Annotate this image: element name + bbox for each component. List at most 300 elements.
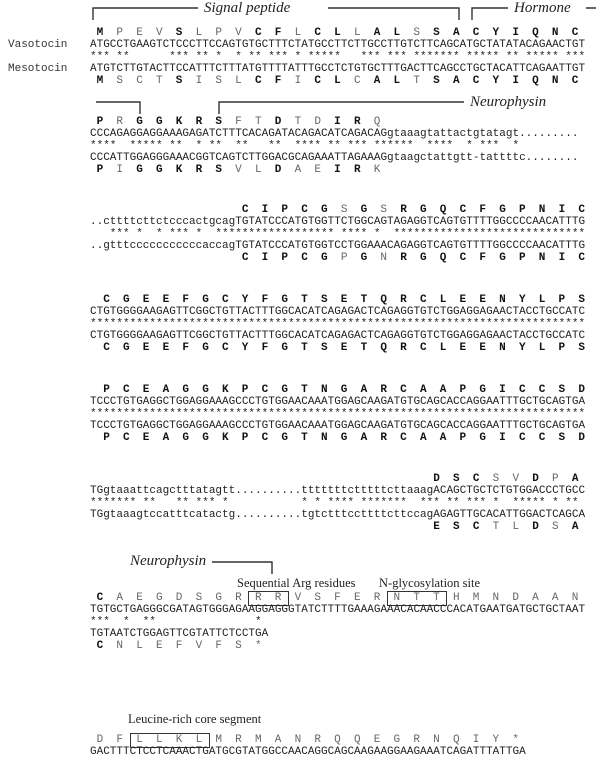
- amino-acid: G: [281, 384, 288, 396]
- amino-acid: I: [512, 75, 519, 87]
- amino-acid: P: [459, 432, 467, 444]
- vasotocin-aa-row: [90, 592, 585, 604]
- amino-acid: G: [155, 164, 163, 176]
- amino-acid: T: [301, 342, 308, 354]
- amino-acid: D: [274, 116, 282, 128]
- vasotocin-nt-row: TCCCTGTGAGGCTGGAGGAAAGCCCTGTGGAACAAATGGAGCAAGATGTGCAGCACCAGGAATTTGCTGCAGTGA: [90, 396, 586, 408]
- amino-acid: Q: [532, 27, 539, 39]
- amino-acid: A: [571, 473, 579, 485]
- amino-acid: V: [195, 640, 203, 652]
- amino-acid: R: [373, 592, 381, 604]
- amino-acid: G: [155, 592, 163, 604]
- amino-acid: Q: [532, 75, 539, 87]
- amino-acid: L: [393, 75, 401, 87]
- amino-acid: K: [175, 164, 183, 176]
- amino-acid: E: [353, 592, 361, 604]
- amino-acid: E: [142, 294, 150, 306]
- amino-acid: E: [459, 294, 467, 306]
- amino-acid: G: [340, 432, 348, 444]
- amino-acid: F: [274, 75, 282, 87]
- amino-acid: S: [215, 116, 222, 128]
- mesotocin-label: Mesotocin: [8, 63, 68, 75]
- amino-acid: P: [558, 294, 566, 306]
- amino-acid: D: [512, 592, 519, 604]
- amino-acid: Y: [492, 27, 500, 39]
- amino-acid: F: [274, 27, 282, 39]
- amino-acid: R: [195, 116, 203, 128]
- identity-stars-row: ***************************************************************************: [90, 318, 586, 330]
- amino-acid: E: [155, 640, 163, 652]
- amino-acid: K: [175, 734, 183, 746]
- amino-acid: C: [472, 473, 480, 485]
- vasotocin-aa-row: [90, 204, 592, 216]
- amino-acid: L: [334, 75, 341, 87]
- amino-acid: C: [472, 27, 480, 39]
- amino-acid: R: [254, 592, 262, 604]
- amino-acid: S: [320, 342, 328, 354]
- amino-acid: L: [235, 75, 242, 87]
- amino-acid: C: [538, 432, 546, 444]
- amino-acid: P: [459, 384, 467, 396]
- amino-acid: P: [518, 252, 526, 264]
- amino-acid: C: [518, 432, 526, 444]
- mesotocin-aa-row: [90, 432, 592, 444]
- amino-acid: P: [96, 116, 104, 128]
- amino-acid: G: [281, 294, 288, 306]
- identity-stars-row: *** ** *** ** * * ** *** * ***** *** *** ******* ***** ** ***** ***: [90, 51, 586, 63]
- amino-acid: G: [202, 384, 209, 396]
- amino-acid: S: [453, 521, 460, 533]
- amino-acid: E: [162, 294, 170, 306]
- mesotocin-aa-row: [90, 640, 268, 652]
- amino-acid: F: [215, 640, 222, 652]
- amino-acid: R: [116, 116, 123, 128]
- amino-acid: A: [439, 384, 447, 396]
- amino-acid: R: [380, 432, 387, 444]
- amino-acid: T: [413, 75, 420, 87]
- amino-acid: F: [182, 342, 189, 354]
- amino-acid: G: [136, 164, 143, 176]
- amino-acid: R: [274, 592, 282, 604]
- amino-acid: L: [512, 521, 520, 533]
- amino-acid: D: [96, 734, 104, 746]
- amino-acid: R: [353, 164, 361, 176]
- amino-acid: V: [155, 27, 163, 39]
- amino-acid: C: [241, 252, 249, 264]
- amino-acid: S: [433, 27, 440, 39]
- amino-acid: R: [235, 592, 242, 604]
- vasotocin-aa-row: [90, 294, 592, 306]
- amino-acid: D: [532, 473, 539, 485]
- vasotocin-aa-row: [90, 384, 592, 396]
- amino-acid: G: [340, 384, 348, 396]
- amino-acid: A: [116, 592, 123, 604]
- amino-acid: F: [334, 592, 341, 604]
- amino-acid: S: [380, 204, 388, 216]
- amino-acid: E: [459, 342, 467, 354]
- mesotocin-aa-row: [90, 75, 585, 87]
- vasotocin-nt-row: TGgtaaattcagctttatagtt..........tttttttctttttcttaaagACAGCTGCTCTGTGGACCCTGCC: [90, 485, 586, 497]
- amino-acid: A: [551, 592, 559, 604]
- amino-acid: L: [334, 27, 341, 39]
- amino-acid: G: [321, 252, 328, 264]
- amino-acid: S: [215, 164, 222, 176]
- amino-acid: S: [235, 640, 242, 652]
- amino-acid: R: [400, 252, 407, 264]
- amino-acid: T: [254, 116, 262, 128]
- amino-acid: C: [123, 384, 130, 396]
- amino-acid: P: [103, 432, 110, 444]
- amino-acid: N: [571, 592, 579, 604]
- amino-acid: L: [155, 734, 163, 746]
- neurophysin-label: Neurophysin: [470, 94, 547, 110]
- amino-acid: S: [413, 27, 420, 39]
- amino-acid: K: [175, 116, 183, 128]
- amino-acid: R: [380, 384, 387, 396]
- amino-acid: E: [340, 294, 348, 306]
- amino-acid: G: [202, 294, 209, 306]
- amino-acid: S: [492, 473, 500, 485]
- amino-acid: I: [294, 75, 302, 87]
- amino-acid: Y: [518, 294, 526, 306]
- amino-acid: G: [215, 592, 222, 604]
- amino-acid: G: [136, 116, 143, 128]
- amino-acid: F: [261, 342, 269, 354]
- amino-acid: C: [400, 384, 407, 396]
- amino-acid: T: [413, 592, 420, 604]
- amino-acid: G: [202, 342, 209, 354]
- amino-acid: S: [116, 75, 123, 87]
- mesotocin-nt-row: TGTAATCTGGAGTTCGTATTCTCCTGA: [90, 628, 269, 640]
- amino-acid: Y: [492, 75, 500, 87]
- mesotocin-aa-row: [90, 342, 592, 354]
- amino-acid: G: [182, 432, 189, 444]
- amino-acid: P: [116, 27, 123, 39]
- amino-acid: S: [195, 592, 203, 604]
- identity-stars-row: **** ***** ** * ** ** ** **** ** *** ****** **** * *** *: [90, 140, 579, 152]
- amino-acid: C: [314, 75, 321, 87]
- amino-acid: P: [241, 432, 249, 444]
- amino-acid: F: [479, 204, 486, 216]
- amino-acid: E: [314, 164, 321, 176]
- amino-acid: A: [419, 384, 427, 396]
- prohormone-cleavage-bracket: [96, 102, 140, 114]
- neurophysin-bracket-end: [212, 562, 272, 574]
- mesotocin-nt-row: CTGTGGGGAAGAGTTCGGCTGTTACTTTGGCACATCAGAGACTCAGAGGTGTCTGGAGGAGAACTACCTGCCATC: [90, 330, 586, 342]
- amino-acid: A: [439, 432, 447, 444]
- amino-acid: Y: [241, 294, 249, 306]
- amino-acid: T: [360, 342, 368, 354]
- amino-acid: S: [175, 27, 183, 39]
- amino-acid: L: [439, 294, 447, 306]
- amino-acid: E: [479, 342, 486, 354]
- amino-acid: I: [558, 252, 566, 264]
- amino-acid: T: [155, 75, 163, 87]
- amino-acid: F: [175, 640, 183, 652]
- sequential-arg-label: Sequential Arg residues: [237, 576, 356, 590]
- amino-acid: R: [314, 734, 321, 746]
- amino-acid: C: [472, 521, 480, 533]
- amino-acid: T: [294, 116, 302, 128]
- amino-acid: I: [261, 204, 269, 216]
- neurophysin-end-label: Neurophysin: [130, 553, 207, 569]
- amino-acid: A: [419, 432, 427, 444]
- amino-acid: F: [261, 294, 269, 306]
- amino-acid: C: [96, 640, 104, 652]
- amino-acid: N: [294, 734, 302, 746]
- amino-acid: G: [321, 204, 328, 216]
- amino-acid: I: [512, 27, 519, 39]
- amino-acid: V: [512, 473, 520, 485]
- amino-acid: G: [123, 294, 130, 306]
- amino-acid: P: [340, 252, 348, 264]
- amino-acid: R: [400, 342, 407, 354]
- amino-acid: P: [281, 204, 289, 216]
- amino-acid: C: [103, 342, 110, 354]
- amino-acid: Q: [439, 252, 447, 264]
- amino-acid: K: [221, 384, 229, 396]
- signal-peptide-label: Signal peptide: [204, 0, 291, 16]
- amino-acid: R: [235, 734, 242, 746]
- amino-acid: I: [261, 252, 269, 264]
- amino-acid: C: [221, 294, 229, 306]
- amino-acid: P: [281, 252, 289, 264]
- mesotocin-aa-row: [90, 252, 592, 264]
- amino-acid: C: [459, 252, 467, 264]
- amino-acid: C: [419, 294, 427, 306]
- amino-acid: S: [552, 521, 559, 533]
- amino-acid: C: [571, 27, 579, 39]
- amino-acid: I: [558, 204, 566, 216]
- amino-acid: F: [235, 116, 242, 128]
- amino-acid: I: [334, 116, 341, 128]
- amino-acid: I: [334, 164, 341, 176]
- amino-acid: A: [360, 384, 368, 396]
- amino-acid: G: [202, 432, 209, 444]
- amino-acid: C: [353, 75, 361, 87]
- amino-acid: N: [551, 75, 559, 87]
- mesotocin-nt-row: TCCCTGTGAGGCTGGAGGAAAGCCCTGTGGAACAAATGGAGCAAGATGTGCAGCACCAGGAATTTGCTGCAGTGA: [90, 420, 586, 432]
- identity-stars-row: *** * * *** * ****************** **** * *****************************: [90, 228, 586, 240]
- amino-acid: S: [558, 432, 566, 444]
- vasotocin-label: Vasotocin: [8, 39, 68, 51]
- amino-acid: E: [479, 294, 486, 306]
- vasotocin-aa-row: [90, 27, 585, 39]
- amino-acid: A: [452, 27, 460, 39]
- amino-acid: C: [578, 204, 585, 216]
- amino-acid: K: [373, 164, 381, 176]
- amino-acid: T: [433, 592, 440, 604]
- amino-acid: C: [578, 252, 585, 264]
- amino-acid: C: [472, 75, 480, 87]
- amino-acid: I: [195, 75, 203, 87]
- amino-acid: C: [518, 384, 526, 396]
- vasotocin-nt-row: CCCAGAGGAGGAAAGAGATCTTTCACAGATACAGACATCAGACAGgtaaagtattactgtatagt.........: [90, 128, 579, 140]
- amino-acid: R: [413, 734, 420, 746]
- amino-acid: P: [558, 342, 566, 354]
- amino-acid: G: [123, 342, 130, 354]
- amino-acid: N: [433, 734, 440, 746]
- amino-acid: P: [96, 164, 104, 176]
- amino-acid: S: [320, 294, 328, 306]
- amino-acid: L: [195, 734, 203, 746]
- amino-acid: E: [142, 432, 150, 444]
- amino-acid: C: [261, 432, 269, 444]
- amino-acid: C: [400, 432, 407, 444]
- amino-acid: N: [116, 640, 123, 652]
- amino-acid: C: [419, 342, 427, 354]
- amino-acid: N: [499, 294, 506, 306]
- amino-acid: G: [499, 204, 506, 216]
- amino-acid: T: [301, 294, 308, 306]
- amino-acid: L: [538, 342, 546, 354]
- amino-acid: R: [400, 294, 407, 306]
- amino-acid: N: [393, 592, 401, 604]
- amino-acid: Q: [439, 204, 447, 216]
- amino-acid: Q: [452, 734, 460, 746]
- amino-acid: G: [281, 432, 288, 444]
- amino-acid: S: [453, 473, 460, 485]
- amino-acid: R: [400, 204, 407, 216]
- amino-acid: L: [254, 164, 262, 176]
- amino-acid: R: [353, 116, 361, 128]
- amino-acid: P: [552, 473, 559, 485]
- amino-acid: I: [472, 734, 480, 746]
- amino-acid: C: [459, 204, 467, 216]
- amino-acid: P: [241, 384, 249, 396]
- identity-stars-row: ***************************************************************************: [90, 408, 586, 420]
- amino-acid: T: [492, 521, 500, 533]
- amino-acid: A: [532, 592, 539, 604]
- amino-acid: Y: [518, 342, 526, 354]
- amino-acid: S: [558, 384, 566, 396]
- amino-acid: C: [301, 204, 308, 216]
- amino-acid: D: [314, 116, 321, 128]
- amino-acid: A: [162, 384, 170, 396]
- leucine-rich-label: Leucine-rich core segment: [128, 712, 262, 726]
- amino-acid: S: [578, 294, 585, 306]
- amino-acid: M: [96, 27, 104, 39]
- stop-codon: *: [254, 640, 262, 652]
- amino-acid: V: [235, 27, 242, 39]
- amino-acid: S: [314, 592, 321, 604]
- amino-acid: M: [96, 75, 104, 87]
- mesotocin-nt-row: TGgtaaagtccatttcatactg..........tgtctttccttttcttccagAGAGTTGCACATTGGACTCAGCA: [90, 509, 586, 521]
- amino-acid: D: [578, 384, 585, 396]
- vasotocin-nt-row: ATGCCTGAAGTCTCCCTTCCAGTGTGCTTTCTATGCCTTCTTGCCTTGTCTTCAGCATGCTATATACAGAACTGT: [90, 39, 586, 51]
- amino-acid: T: [360, 294, 368, 306]
- vasotocin-aa-row: [90, 473, 585, 485]
- amino-acid: S: [433, 75, 440, 87]
- amino-acid: M: [472, 592, 480, 604]
- amino-acid: S: [215, 75, 222, 87]
- amino-acid: P: [215, 27, 222, 39]
- amino-acid: D: [578, 432, 585, 444]
- hormone-label: Hormone: [514, 0, 571, 16]
- amino-acid: C: [261, 384, 269, 396]
- amino-acid: V: [294, 592, 302, 604]
- amino-acid: E: [142, 384, 150, 396]
- amino-acid: M: [215, 734, 222, 746]
- amino-acid: E: [142, 342, 150, 354]
- amino-acid: S: [175, 75, 183, 87]
- amino-acid: A: [373, 75, 381, 87]
- amino-acid: F: [116, 734, 123, 746]
- amino-acid: F: [479, 252, 486, 264]
- amino-acid: Q: [334, 734, 341, 746]
- amino-acid: A: [452, 75, 460, 87]
- mesotocin-nt-row: CCCATTGGAGGGAAACGGTCAGTCTTGGACGCAGAAATTAGAAAGgtaagctattgtt-tattttc........: [90, 152, 579, 164]
- amino-acid: A: [360, 432, 368, 444]
- amino-acid: G: [479, 384, 486, 396]
- amino-acid: E: [162, 342, 170, 354]
- amino-acid: G: [479, 432, 486, 444]
- amino-acid: I: [116, 164, 123, 176]
- amino-acid: Q: [380, 342, 387, 354]
- vasotocin-nt-row: CTGTGGGGAAGAGTTCGGCTGTTACTTTGGCACATCAGAGACTCAGAGGTGTCTGGAGGAGAACTACCTGCCATC: [90, 306, 586, 318]
- amino-acid: A: [274, 734, 282, 746]
- amino-acid: T: [301, 432, 308, 444]
- amino-acid: I: [499, 432, 506, 444]
- amino-acid: G: [393, 734, 401, 746]
- amino-acid: N: [551, 27, 559, 39]
- stop-codon: *: [512, 734, 519, 746]
- amino-acid: D: [433, 473, 440, 485]
- amino-acid: M: [254, 734, 262, 746]
- amino-acid: G: [360, 204, 368, 216]
- mesotocin-nt-row: ATGTCTTGTACTTCCATTTCTTTATGTTTTATTTGCCTCTGTGCTTTGACTTCAGCCTGCTACATTCAGAATTGT: [90, 63, 586, 75]
- amino-acid: C: [241, 204, 249, 216]
- amino-acid: Y: [241, 342, 249, 354]
- amino-acid: S: [340, 204, 348, 216]
- amino-acid: F: [182, 294, 189, 306]
- amino-acid: V: [235, 164, 242, 176]
- amino-acid: G: [155, 116, 163, 128]
- identity-stars-row: ******* ** ** *** * * * **** ******* *** ** *** * ***** * **: [90, 497, 586, 509]
- vasotocin-nt-row: ..cttttcttctcccactgcagTGTATCCCATGTGGTTCTGGCAGTAGAGGTCAGTGTTTTGGCCCCAACATTTG: [90, 216, 586, 228]
- amino-acid: C: [96, 592, 104, 604]
- amino-acid: R: [195, 164, 203, 176]
- amino-acid: C: [123, 432, 130, 444]
- amino-acid: Q: [353, 734, 361, 746]
- amino-acid: C: [314, 27, 321, 39]
- mesotocin-aa-row: [90, 521, 585, 533]
- amino-acid: G: [281, 342, 288, 354]
- amino-acid: G: [182, 384, 189, 396]
- amino-acid: G: [420, 204, 427, 216]
- amino-acid: L: [439, 342, 447, 354]
- mesotocin-aa-row: [90, 164, 387, 176]
- amino-acid: K: [221, 432, 229, 444]
- amino-acid: G: [499, 252, 506, 264]
- amino-acid: E: [136, 592, 143, 604]
- amino-acid: N: [320, 384, 328, 396]
- amino-acid: E: [340, 342, 348, 354]
- identity-stars-row: *** * ** *: [90, 616, 269, 628]
- amino-acid: A: [571, 521, 579, 533]
- amino-acid: N: [499, 342, 506, 354]
- amino-acid: Q: [380, 294, 387, 306]
- amino-acid: C: [221, 342, 229, 354]
- amino-acid: S: [578, 342, 585, 354]
- amino-acid: N: [320, 432, 328, 444]
- vasotocin-nt-row: TGTGCTGAGGGCGATAGTGGGAGAAGGAGGGTATCTTTTGAAAGAAACACAACCCACATGAATGATGCTGCTAAT: [90, 604, 586, 616]
- amino-acid: P: [103, 384, 110, 396]
- amino-acid: C: [136, 75, 143, 87]
- amino-acid: P: [518, 204, 526, 216]
- amino-acid: L: [393, 27, 401, 39]
- amino-acid: H: [452, 592, 460, 604]
